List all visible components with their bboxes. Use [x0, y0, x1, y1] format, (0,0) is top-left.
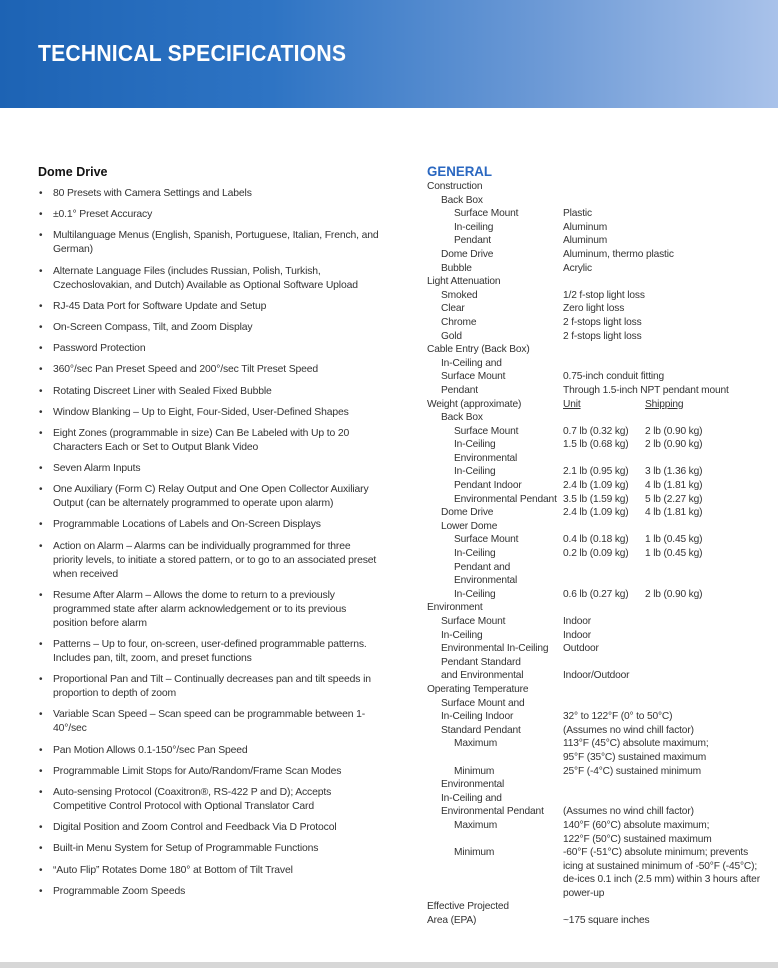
bullet-icon: •: [39, 822, 43, 834]
bullet-icon: •: [39, 786, 43, 798]
spec-value: 0.4 lb (0.18 kg): [563, 534, 629, 546]
spec-row: [427, 438, 772, 452]
spec-value: 95°F (35°C) sustained maximum: [563, 751, 707, 763]
bullet-icon: •: [39, 864, 43, 876]
spec-label: Surface Mount: [441, 616, 506, 627]
spec-row: [427, 289, 772, 303]
feature-text: Resume After Alarm – Allows the dome to return to a previously programmed state after alarm acknowledgement or to its previous position before alarm: [53, 589, 347, 629]
spec-value: 0.2 lb (0.09 kg): [563, 548, 629, 560]
spec-label: In-ceiling: [454, 221, 494, 233]
feature-list-item: [38, 265, 383, 293]
feature-list-item: [38, 187, 383, 201]
bullet-icon: •: [39, 321, 43, 333]
spec-value-shipping: 2 lb (0.90 kg): [645, 439, 703, 451]
feature-list-item: [38, 229, 383, 257]
spec-row: [427, 330, 772, 344]
spec-value: Indoor: [563, 629, 591, 641]
feature-list-item: [38, 321, 383, 335]
spec-value: icing at sustained minimum of -50°F (-45°C);: [563, 860, 758, 872]
spec-label: In-Ceiling Indoor: [441, 711, 514, 723]
spec-value: ~175 square inches: [563, 915, 650, 927]
feature-list-item: [38, 483, 383, 511]
spec-label: In-Ceiling: [441, 629, 483, 641]
spec-value: Outdoor: [563, 643, 599, 655]
feature-text: Password Protection: [53, 343, 146, 355]
spec-value: 0.75-inch conduit fitting: [563, 371, 665, 383]
feature-text: One Auxiliary (Form C) Relay Output and One Open Collector Auxiliary Output (can be alternately programmed to operate upon alarm): [53, 484, 369, 510]
feature-list-item: [38, 786, 383, 814]
feature-text: Window Blanking – Up to Eight, Four-Sided, User-Defined Shapes: [53, 406, 349, 418]
spec-row: [427, 873, 772, 887]
spec-row: [427, 275, 772, 289]
bullet-icon: •: [39, 463, 43, 475]
feature-text: Patterns – Up to four, on-screen, user-defined programmable patterns. Includes pan, tilt, zoom, and preset functions: [53, 639, 367, 664]
feature-text: Seven Alarm Inputs: [53, 463, 141, 475]
spec-row: [427, 900, 772, 914]
spec-label: In-Ceiling: [454, 548, 496, 560]
spec-row: [427, 194, 772, 208]
spec-label: Environmental Pendant: [454, 493, 557, 505]
spec-value: 2 f-stops light loss: [563, 330, 642, 342]
spec-value: 2.1 lb (0.95 kg): [563, 466, 629, 478]
spec-label: Minimum: [454, 847, 495, 859]
spec-value: -60°F (-51°C) absolute minimum; prevents: [563, 847, 749, 859]
feature-list-item: [38, 864, 383, 878]
spec-value: 0.6 lb (0.27 kg): [563, 588, 629, 600]
feature-text: Built-in Menu System for Setup of Programmable Functions: [53, 843, 319, 855]
spec-label: In-Ceiling: [454, 466, 496, 478]
spec-value: 122°F (50°C) sustained maximum: [563, 833, 712, 845]
bullet-icon: •: [39, 209, 43, 221]
feature-list-item: [38, 385, 383, 399]
spec-label: Environmental Pendant: [441, 806, 544, 818]
spec-label: [427, 860, 563, 874]
bullet-icon: •: [39, 519, 43, 531]
spec-row: [427, 669, 772, 683]
feature-text: Pan Motion Allows 0.1-150°/sec Pan Speed: [53, 744, 248, 756]
spec-row: [427, 914, 772, 928]
spec-label: Pendant Standard: [441, 656, 521, 668]
bullet-icon: •: [39, 427, 43, 439]
feature-text: Eight Zones (programmable in size) Can Be Labeled with Up to 20 Characters Each or Set to Output Blank Video: [53, 427, 350, 453]
feature-list-item: [38, 406, 383, 420]
spec-value: Acrylic: [563, 262, 592, 274]
feature-list-item: [38, 708, 383, 736]
bullet-icon: •: [39, 843, 43, 855]
feature-list-item: [38, 342, 383, 356]
spec-row: [427, 452, 772, 466]
dome-drive-feature-list: [38, 187, 383, 899]
feature-text: Action on Alarm – Alarms can be individually programmed for three priority levels, to initiate a stored pattern, or to go to an associated preset when received: [53, 540, 377, 580]
feature-text: Programmable Limit Stops for Auto/Random/Frame Scan Modes: [53, 765, 342, 777]
spec-label: Operating Temperature: [427, 683, 529, 695]
spec-value-shipping: 4 lb (1.81 kg): [645, 507, 703, 519]
spec-label: Smoked: [441, 289, 478, 301]
spec-row: [427, 574, 772, 588]
bullet-icon: •: [39, 230, 43, 242]
spec-label: Back Box: [441, 194, 483, 206]
spec-value: 1/2 f-stop light loss: [563, 289, 645, 301]
feature-list-item: [38, 518, 383, 532]
bottom-divider: [0, 962, 778, 968]
spec-value-shipping: Shipping: [645, 398, 684, 410]
spec-label: Effective Projected: [427, 901, 509, 913]
spec-value: 32° to 122°F (0° to 50°C): [563, 711, 673, 723]
bullet-icon: •: [39, 484, 43, 496]
spec-label: [427, 751, 563, 765]
spec-row: [427, 343, 772, 357]
spec-value-shipping: 2 lb (0.90 kg): [645, 425, 703, 437]
feature-text: 80 Presets with Camera Settings and Labels: [53, 188, 252, 199]
spec-row: [427, 765, 772, 779]
spec-label: In-Ceiling and: [441, 792, 502, 804]
spec-label: Dome Drive: [441, 507, 494, 519]
spec-label: Environmental: [454, 452, 518, 464]
spec-label: Environmental: [441, 779, 505, 791]
bullet-icon: •: [39, 765, 43, 777]
spec-value-shipping: 5 lb (2.27 kg): [645, 493, 703, 505]
bullet-icon: •: [39, 885, 43, 897]
spec-row: [427, 465, 772, 479]
spec-value: 3.5 lb (1.59 kg): [563, 493, 629, 505]
spec-value-shipping: 1 lb (0.45 kg): [645, 534, 703, 546]
feature-text: ±0.1° Preset Accuracy: [53, 209, 153, 221]
spec-row: [427, 792, 772, 806]
bullet-icon: •: [39, 639, 43, 650]
feature-list-item: [38, 462, 383, 476]
feature-text: RJ-45 Data Port for Software Update and Setup: [53, 300, 267, 312]
spec-label: Clear: [441, 303, 465, 315]
spec-value: 25°F (-4°C) sustained minimum: [563, 765, 701, 777]
spec-value: 2.4 lb (1.09 kg): [563, 507, 629, 519]
spec-value-shipping: 4 lb (1.81 kg): [645, 480, 703, 492]
feature-text: Auto-sensing Protocol (Coaxitron®, RS-422 P and D); Accepts Competitive Control Protocol with Optional Translator Card: [53, 786, 332, 812]
spec-row: [427, 398, 772, 412]
spec-row: [427, 248, 772, 262]
spec-row: [427, 751, 772, 765]
spec-value: (Assumes no wind chill factor): [563, 806, 694, 818]
spec-label: In-Ceiling and: [441, 357, 502, 369]
bullet-icon: •: [39, 709, 43, 721]
spec-label: Surface Mount: [454, 534, 519, 546]
spec-label: In-Ceiling: [454, 588, 496, 600]
feature-text: On-Screen Compass, Tilt, and Zoom Display: [53, 321, 253, 333]
spec-label: Lower Dome: [441, 520, 498, 532]
feature-list-item: [38, 885, 383, 899]
feature-list-item: [38, 744, 383, 758]
spec-label: Maximum: [454, 819, 498, 831]
bullet-icon: •: [39, 406, 43, 418]
spec-value: Indoor/Outdoor: [563, 670, 630, 682]
spec-label: Cable Entry (Back Box): [427, 344, 530, 356]
spec-value-shipping: 1 lb (0.45 kg): [645, 548, 703, 560]
spec-row: [427, 778, 772, 792]
spec-label: [427, 833, 563, 847]
feature-text: Alternate Language Files (includes Russian, Polish, Turkish, Czechoslovakian, and Dutch) Available as Optional Software Upload: [53, 265, 358, 291]
spec-row: [427, 221, 772, 235]
spec-value: power-up: [563, 887, 605, 899]
spec-row: [427, 547, 772, 561]
spec-label: Dome Drive: [441, 248, 494, 260]
bullet-icon: •: [39, 744, 43, 756]
spec-row: [427, 411, 772, 425]
page-title: TECHNICAL SPECIFICATIONS: [38, 40, 347, 66]
feature-list-item: [38, 842, 383, 856]
dome-drive-section: [38, 165, 383, 906]
spec-row: [427, 615, 772, 629]
spec-row: [427, 533, 772, 547]
spec-label: [427, 887, 563, 901]
feature-text: Rotating Discreet Liner with Sealed Fixed Bubble: [53, 385, 272, 397]
spec-row: [427, 207, 772, 221]
feature-list-item: [38, 540, 383, 582]
spec-row: [427, 479, 772, 493]
spec-row: [427, 887, 772, 901]
feature-list-item: [38, 589, 383, 631]
feature-text: Digital Position and Zoom Control and Feedback Via D Protocol: [53, 822, 337, 834]
general-section: [427, 163, 772, 928]
spec-row: [427, 656, 772, 670]
spec-label: Surface Mount: [454, 208, 519, 220]
spec-value: Zero light loss: [563, 303, 625, 315]
spec-row: [427, 601, 772, 615]
header-banner: [0, 0, 778, 108]
feature-text: Programmable Locations of Labels and On-Screen Displays: [53, 519, 321, 531]
spec-label: Standard Pendant: [441, 724, 521, 736]
spec-label: Environmental In-Ceiling: [441, 643, 549, 655]
spec-label: Light Attenuation: [427, 276, 501, 288]
spec-value: 113°F (45°C) absolute maximum;: [563, 738, 709, 750]
spec-value: de-ices 0.1 inch (2.5 mm) within 3 hours after: [563, 874, 760, 886]
general-spec-table: [427, 180, 772, 928]
spec-row: [427, 629, 772, 643]
spec-row: [427, 520, 772, 534]
spec-label: Chrome: [441, 316, 477, 328]
feature-list-item: [38, 363, 383, 377]
spec-label: Bubble: [441, 262, 472, 274]
feature-list-item: [38, 300, 383, 314]
spec-row: [427, 724, 772, 738]
spec-label: Pendant and: [454, 561, 511, 573]
feature-text: Multilanguage Menus (English, Spanish, Portuguese, Italian, French, and German): [53, 230, 379, 256]
spec-value: Plastic: [563, 208, 592, 220]
spec-row: [427, 860, 772, 874]
spec-label: Pendant: [441, 384, 478, 396]
spec-row: [427, 561, 772, 575]
general-heading: GENERAL: [427, 163, 493, 179]
spec-label: Back Box: [441, 412, 483, 424]
bullet-icon: •: [39, 343, 43, 355]
spec-row: [427, 710, 772, 724]
bullet-icon: •: [39, 265, 43, 277]
spec-row: [427, 683, 772, 697]
spec-row: [427, 180, 772, 194]
spec-row: [427, 234, 772, 248]
spec-row: [427, 425, 772, 439]
spec-value: 2.4 lb (1.09 kg): [563, 480, 629, 492]
spec-row: [427, 384, 772, 398]
feature-list-item: [38, 638, 383, 666]
spec-row: [427, 642, 772, 656]
bullet-icon: •: [39, 364, 43, 376]
spec-value-shipping: 2 lb (0.90 kg): [645, 588, 703, 600]
spec-label: Weight (approximate): [427, 398, 522, 410]
spec-label: Pendant: [454, 235, 491, 247]
spec-value: Through 1.5-inch NPT pendant mount: [563, 384, 729, 396]
spec-label: Surface Mount: [441, 371, 506, 383]
spec-label: Maximum: [454, 738, 498, 750]
feature-list-item: [38, 208, 383, 222]
feature-text: 360°/sec Pan Preset Speed and 200°/sec Tilt Preset Speed: [53, 364, 319, 376]
spec-label: In-Ceiling: [454, 439, 496, 451]
spec-row: [427, 819, 772, 833]
spec-row: [427, 262, 772, 276]
bullet-icon: •: [39, 589, 43, 601]
spec-value: Unit: [563, 398, 581, 410]
feature-list-item: [38, 673, 383, 701]
spec-label: [427, 873, 563, 887]
spec-value: 2 f-stops light loss: [563, 316, 642, 328]
spec-label: Minimum: [454, 765, 495, 777]
bullet-icon: •: [39, 674, 43, 686]
spec-label: Environment: [427, 602, 483, 614]
spec-row: [427, 357, 772, 371]
spec-value: 140°F (60°C) absolute maximum;: [563, 819, 710, 831]
spec-label: Pendant Indoor: [454, 480, 522, 492]
spec-label: Construction: [427, 181, 483, 192]
feature-text: “Auto Flip” Rotates Dome 180° at Bottom of Tilt Travel: [53, 864, 293, 876]
bullet-icon: •: [39, 540, 43, 552]
spec-label: Surface Mount and: [441, 697, 525, 709]
spec-row: [427, 697, 772, 711]
feature-list-item: [38, 765, 383, 779]
spec-row: [427, 506, 772, 520]
spec-row: [427, 805, 772, 819]
spec-row: [427, 833, 772, 847]
spec-label: Area (EPA): [427, 915, 477, 927]
spec-value: Indoor: [563, 616, 591, 627]
bullet-icon: •: [39, 385, 43, 397]
spec-row: [427, 846, 772, 860]
feature-text: Proportional Pan and Tilt – Continually decreases pan and tilt speeds in proportion to depth of zoom: [53, 674, 371, 700]
dome-drive-heading: Dome Drive: [38, 165, 108, 179]
spec-value: (Assumes no wind chill factor): [563, 724, 694, 736]
feature-list-item: [38, 821, 383, 835]
spec-row: [427, 316, 772, 330]
spec-value: Aluminum: [563, 235, 608, 247]
spec-row: [427, 493, 772, 507]
spec-value: 0.7 lb (0.32 kg): [563, 425, 629, 437]
spec-label: and Environmental: [441, 670, 524, 682]
bullet-icon: •: [39, 300, 43, 312]
spec-row: [427, 302, 772, 316]
bullet-icon: •: [39, 188, 43, 199]
spec-row: [427, 370, 772, 384]
spec-label: Gold: [441, 330, 462, 342]
feature-text: Programmable Zoom Speeds: [53, 885, 186, 897]
spec-value: 1.5 lb (0.68 kg): [563, 439, 629, 451]
spec-value: Aluminum: [563, 221, 608, 233]
spec-value: Aluminum, thermo plastic: [563, 248, 674, 260]
feature-list-item: [38, 427, 383, 455]
spec-row: [427, 588, 772, 602]
spec-value-shipping: 3 lb (1.36 kg): [645, 466, 703, 478]
spec-row: [427, 737, 772, 751]
spec-label: Surface Mount: [454, 425, 519, 437]
feature-text: Variable Scan Speed – Scan speed can be programmable between 1-40°/sec: [53, 709, 366, 735]
spec-label: Environmental: [454, 575, 518, 587]
